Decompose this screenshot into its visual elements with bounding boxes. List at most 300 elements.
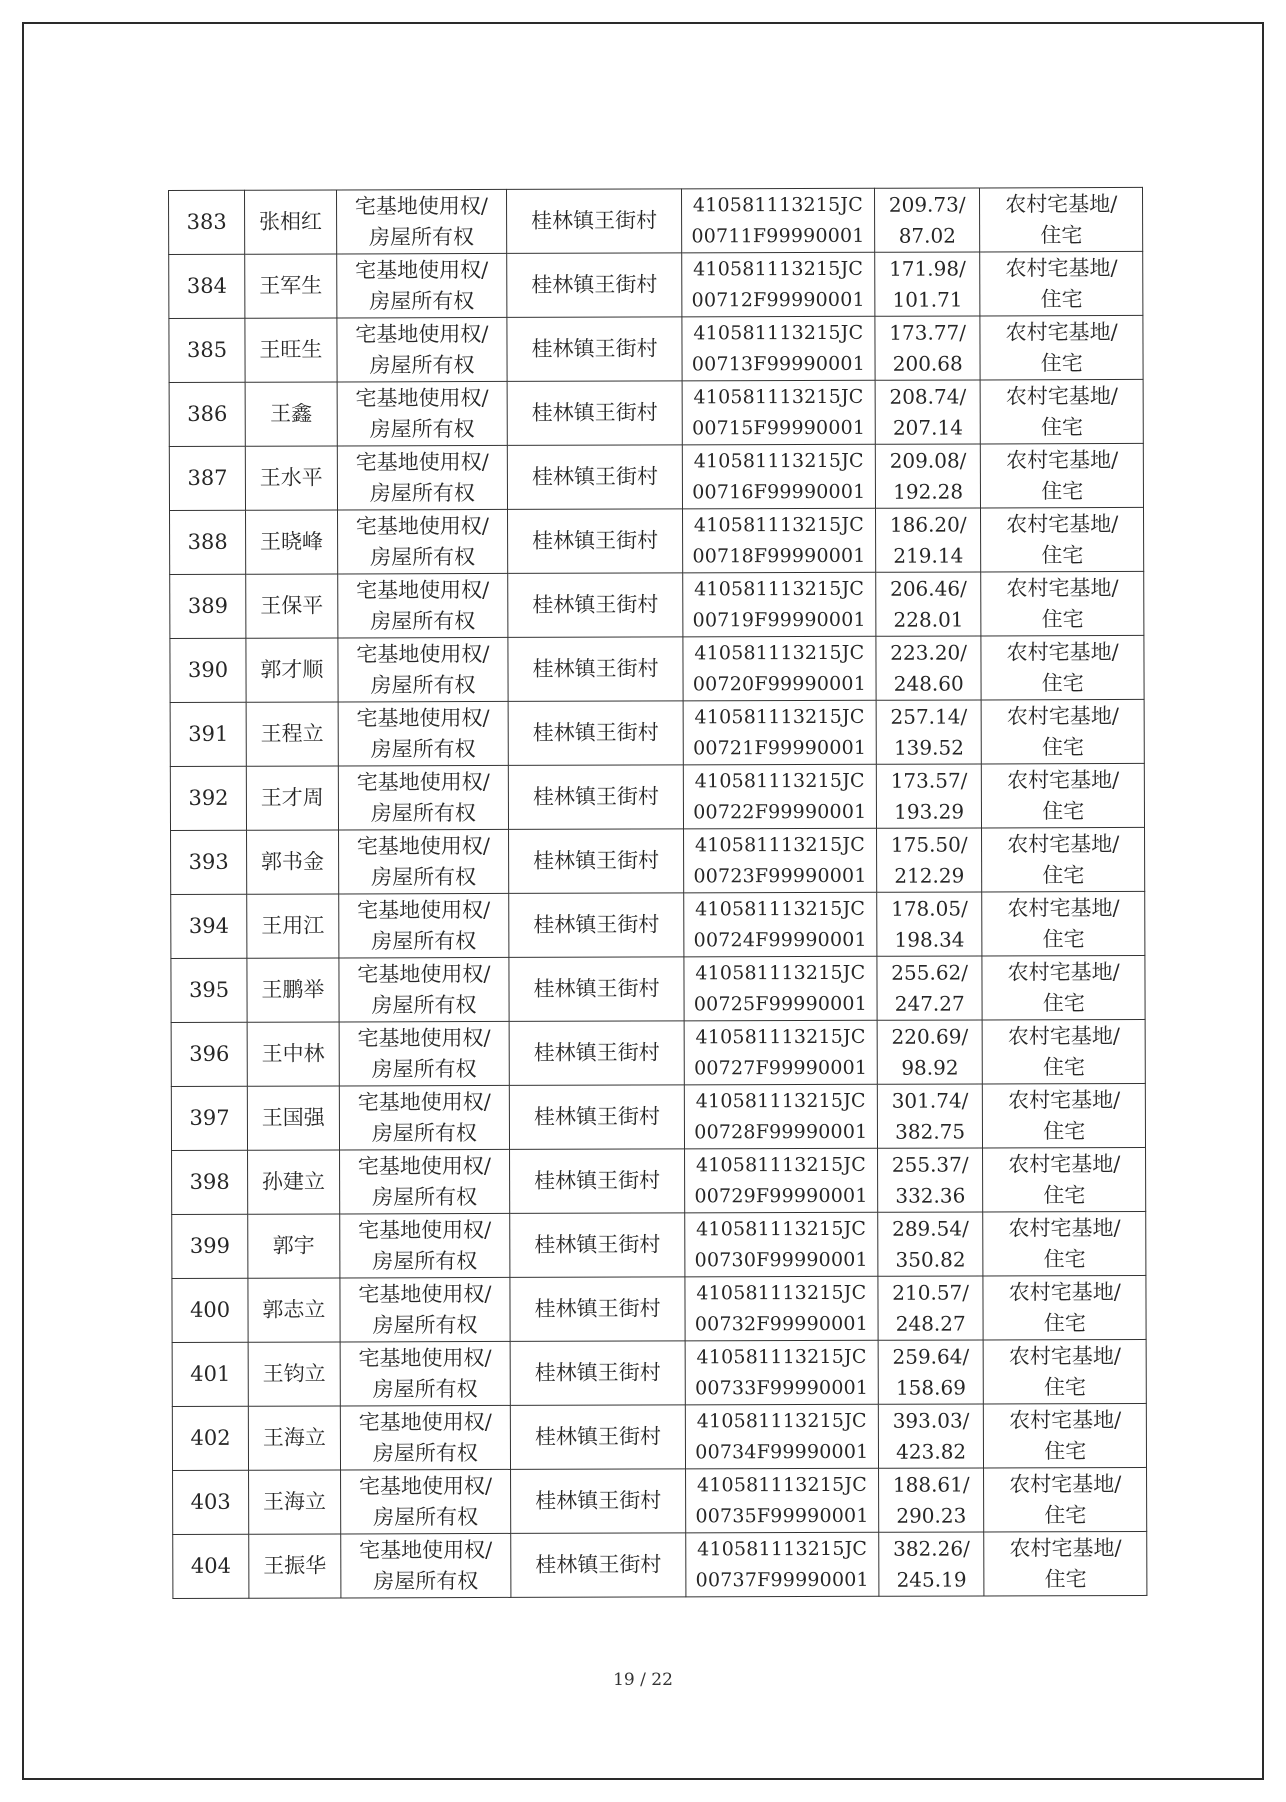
location-cell [510, 1149, 685, 1214]
usage-cell-text: 农村宅基地/ [1009, 1407, 1122, 1432]
usage-cell-text: 住宅 [1043, 1118, 1086, 1143]
row-number-cell-text: 400 [190, 1297, 231, 1322]
owner-name-cell-text: 王军生 [259, 273, 323, 298]
unit-code-cell [684, 892, 877, 957]
unit-code-cell-text: 410581113215JC [695, 961, 866, 984]
location-cell-text: 桂林镇王街村 [533, 848, 660, 873]
owner-name-cell-text: 郭书金 [260, 849, 325, 874]
location-cell-text: 桂林镇王街村 [533, 912, 660, 937]
unit-code-cell-text: 410581113215JC [697, 1537, 868, 1560]
row-number-cell-text: 383 [186, 209, 227, 234]
owner-name-cell-text: 郭志立 [262, 1297, 326, 1322]
unit-code-cell-text: 00721F99990001 [693, 736, 867, 759]
page-number: 19 / 22 [613, 1670, 673, 1690]
usage-cell [980, 251, 1143, 316]
owner-name-cell-text: 王振华 [263, 1553, 327, 1578]
usage-cell-text: 住宅 [1041, 670, 1084, 695]
usage-cell-text: 住宅 [1044, 1502, 1087, 1527]
usage-cell-text: 住宅 [1042, 1054, 1086, 1079]
area-cell-text: 245.19 [896, 1566, 967, 1592]
location-cell-text: 桂林镇王街村 [531, 400, 658, 425]
unit-code-cell [685, 1340, 878, 1405]
area-cell-text: 423.82 [896, 1438, 967, 1464]
owner-name-cell [248, 1278, 340, 1342]
row-number-cell [172, 1150, 248, 1214]
location-cell-text: 桂林镇王街村 [532, 720, 659, 745]
table-row [169, 187, 1143, 254]
usage-cell-text: 住宅 [1040, 286, 1083, 311]
area-cell-text: 257.14/ [890, 703, 968, 729]
location-cell-text: 桂林镇王街村 [533, 1040, 660, 1065]
location-cell [510, 1213, 685, 1278]
right-type-cell [339, 1085, 510, 1150]
area-cell-text: 248.60 [893, 671, 964, 696]
usage-cell-text: 住宅 [1042, 926, 1085, 951]
right-type-cell-text: 房屋所有权 [372, 1248, 478, 1273]
area-cell [878, 1276, 984, 1340]
area-cell [876, 700, 982, 764]
unit-code-cell-text: 410581113215JC [695, 1025, 866, 1048]
area-cell-text: 198.34 [894, 927, 965, 952]
usage-cell-text: 农村宅基地/ [1009, 1535, 1122, 1560]
area-cell-text: 290.23 [896, 1502, 967, 1528]
unit-code-cell [684, 956, 877, 1021]
usage-cell-text: 农村宅基地/ [1006, 447, 1119, 472]
right-type-cell-text: 宅基地使用权/ [356, 641, 490, 666]
location-cell-text: 桂林镇王街村 [532, 592, 659, 617]
table-row [171, 1083, 1145, 1150]
area-cell-text: 248.27 [895, 1310, 966, 1336]
right-type-cell-text: 房屋所有权 [371, 992, 477, 1017]
table-row [171, 1019, 1145, 1086]
right-type-cell-text: 房屋所有权 [371, 928, 477, 953]
row-number-cell [169, 382, 245, 446]
row-number-cell [170, 702, 246, 766]
area-cell-text: 158.69 [895, 1374, 966, 1400]
area-cell-text: 332.36 [895, 1183, 966, 1208]
owner-name-cell [248, 1214, 340, 1278]
owner-name-cell [246, 702, 338, 766]
row-number-cell [172, 1214, 248, 1278]
row-number-cell [170, 638, 246, 702]
row-number-cell [169, 190, 245, 254]
location-cell [508, 509, 683, 574]
usage-cell-text: 农村宅基地/ [1005, 191, 1118, 216]
location-cell [509, 957, 684, 1022]
area-cell-text: 208.74/ [889, 383, 967, 409]
right-type-cell [337, 637, 508, 702]
right-type-cell-text: 宅基地使用权/ [358, 1281, 492, 1306]
right-type-cell [340, 1469, 511, 1534]
owner-name-cell [246, 766, 338, 830]
row-number-cell-text: 394 [188, 913, 229, 938]
area-cell [878, 1340, 984, 1404]
right-type-cell [337, 381, 508, 446]
area-cell-text: 393.03/ [892, 1407, 970, 1433]
table-row [171, 827, 1145, 894]
owner-name-cell-text: 王中林 [261, 1041, 325, 1066]
row-number-cell-text: 397 [189, 1105, 230, 1130]
area-cell-text: 289.54/ [892, 1215, 969, 1241]
location-cell [510, 1085, 685, 1150]
row-number-cell [171, 958, 247, 1022]
unit-code-cell [682, 508, 875, 573]
right-type-cell-text: 宅基地使用权/ [358, 1473, 493, 1498]
usage-cell-text: 农村宅基地/ [1006, 703, 1119, 728]
usage-cell-text: 农村宅基地/ [1008, 1343, 1121, 1368]
area-cell-text: 188.61/ [892, 1471, 970, 1497]
usage-cell [984, 1403, 1147, 1468]
owner-name-cell [247, 830, 339, 894]
area-cell [876, 764, 982, 828]
unit-code-cell-text: 00723F99990001 [693, 864, 867, 887]
usage-cell-text: 住宅 [1041, 542, 1084, 567]
right-type-cell-text: 宅基地使用权/ [358, 1345, 492, 1370]
usage-cell [981, 379, 1144, 444]
usage-cell-text: 住宅 [1040, 414, 1084, 439]
right-type-cell [340, 1533, 511, 1598]
location-cell-text: 桂林镇王街村 [531, 208, 658, 233]
unit-code-cell-text: 00729F99990001 [694, 1184, 868, 1207]
right-type-cell [336, 317, 507, 382]
owner-name-cell-text: 王海立 [262, 1425, 326, 1450]
right-type-cell-text: 宅基地使用权/ [357, 1089, 491, 1114]
usage-cell-text: 住宅 [1043, 1374, 1087, 1399]
area-cell-text: 87.02 [898, 223, 956, 248]
right-type-cell-text: 宅基地使用权/ [359, 1537, 493, 1562]
area-cell [874, 188, 980, 252]
unit-code-cell [684, 1148, 877, 1213]
location-cell [511, 1469, 686, 1534]
unit-code-cell-text: 410581113215JC [695, 897, 866, 920]
location-cell [508, 701, 683, 766]
usage-cell [981, 635, 1144, 700]
table-row [172, 1275, 1146, 1342]
usage-cell [982, 699, 1145, 764]
usage-cell [983, 1275, 1146, 1340]
unit-code-cell-text: 410581113215JC [696, 1281, 867, 1304]
area-cell-text: 209.73/ [888, 191, 966, 217]
right-type-cell-text: 房屋所有权 [371, 864, 477, 889]
owner-name-cell-text: 王国强 [261, 1105, 325, 1130]
area-cell-text: 350.82 [895, 1246, 966, 1272]
owner-name-cell-text: 孙建立 [261, 1169, 326, 1194]
usage-cell [984, 1467, 1147, 1532]
usage-cell-text: 住宅 [1041, 606, 1084, 631]
location-cell-text: 桂林镇王街村 [531, 272, 658, 297]
row-number-cell [171, 1086, 247, 1150]
usage-cell-text: 农村宅基地/ [1007, 767, 1120, 792]
unit-code-cell-text: 410581113215JC [694, 705, 865, 728]
unit-code-cell-text: 00725F99990001 [693, 992, 868, 1015]
row-number-cell-text: 385 [186, 337, 228, 362]
location-cell-text: 桂林镇王街村 [534, 1360, 661, 1385]
owner-name-cell [247, 1086, 339, 1150]
area-cell-text: 228.01 [893, 607, 964, 632]
unit-code-cell [683, 764, 876, 829]
row-number-cell [169, 318, 245, 382]
right-type-cell-text: 房屋所有权 [373, 1568, 479, 1593]
area-cell [877, 956, 983, 1020]
owner-name-cell [245, 254, 337, 318]
location-cell [507, 253, 682, 318]
right-type-cell [338, 829, 509, 894]
right-type-cell-text: 宅基地使用权/ [357, 961, 491, 986]
table-row [171, 891, 1145, 958]
unit-code-cell-text: 410581113215JC [694, 833, 865, 856]
location-cell [510, 1277, 685, 1342]
area-cell-text: 200.68 [892, 351, 963, 376]
right-type-cell [339, 1213, 510, 1278]
usage-cell-text: 住宅 [1040, 350, 1083, 375]
location-cell [509, 765, 684, 830]
usage-cell [982, 763, 1145, 828]
unit-code-cell-text: 410581113215JC [694, 641, 865, 664]
unit-code-cell-text: 00727F99990001 [694, 1056, 868, 1079]
usage-cell-text: 农村宅基地/ [1006, 575, 1119, 600]
usage-cell-text: 住宅 [1042, 862, 1085, 887]
usage-cell-text: 农村宅基地/ [1008, 1279, 1121, 1304]
owner-name-cell [245, 318, 337, 382]
area-cell [875, 444, 981, 508]
right-type-cell-text: 宅基地使用权/ [356, 769, 490, 794]
right-type-cell-text: 宅基地使用权/ [355, 385, 489, 410]
unit-code-cell-text: 00718F99990001 [692, 544, 866, 567]
location-cell-text: 桂林镇王街村 [532, 528, 659, 553]
right-type-cell [340, 1405, 511, 1470]
unit-code-cell-text: 00711F99990001 [691, 224, 865, 247]
area-cell-text: 255.37/ [891, 1151, 969, 1177]
unit-code-cell [683, 636, 876, 701]
usage-cell-text: 住宅 [1042, 798, 1085, 823]
row-number-cell-text: 389 [187, 593, 228, 618]
owner-name-cell [248, 1406, 340, 1470]
area-cell [875, 380, 981, 444]
usage-cell-text: 住宅 [1043, 1182, 1086, 1207]
row-number-cell [173, 1470, 249, 1534]
usage-cell-text: 农村宅基地/ [1006, 639, 1119, 664]
unit-code-cell [682, 252, 875, 317]
area-cell-text: 210.57/ [892, 1279, 970, 1305]
unit-code-cell [685, 1212, 878, 1277]
unit-code-cell-text: 00733F99990001 [695, 1376, 869, 1399]
row-number-cell-text: 392 [188, 785, 229, 810]
unit-code-cell-text: 00734F99990001 [695, 1440, 869, 1463]
row-number-cell [170, 510, 246, 574]
table-row [171, 955, 1145, 1022]
unit-code-cell-text: 00716F99990001 [692, 480, 866, 503]
unit-code-cell-text: 00728F99990001 [694, 1120, 868, 1143]
table-row [173, 1467, 1147, 1534]
location-cell-text: 桂林镇王街村 [533, 976, 660, 1001]
area-cell-text: 98.92 [901, 1055, 959, 1080]
usage-cell [983, 1147, 1146, 1212]
table-row [170, 699, 1144, 766]
row-number-cell-text: 403 [190, 1489, 231, 1514]
area-cell-text: 382.75 [895, 1119, 966, 1144]
usage-cell [980, 187, 1143, 252]
unit-code-cell [683, 828, 876, 893]
unit-code-cell [683, 700, 876, 765]
usage-cell [981, 443, 1144, 508]
location-cell [509, 893, 684, 958]
table-row [169, 379, 1143, 446]
usage-cell [983, 1211, 1146, 1276]
right-type-cell-text: 宅基地使用权/ [357, 897, 491, 922]
owner-name-cell [246, 510, 338, 574]
location-cell [507, 381, 682, 446]
area-cell [877, 1020, 983, 1084]
usage-cell [984, 1339, 1147, 1404]
location-cell [508, 637, 683, 702]
usage-cell-text: 住宅 [1040, 222, 1083, 247]
unit-code-cell-text: 410581113215JC [694, 769, 865, 792]
location-cell [509, 1021, 684, 1086]
area-cell-text: 101.71 [892, 287, 963, 312]
usage-cell [982, 955, 1145, 1020]
right-type-cell-text: 宅基地使用权/ [356, 577, 490, 602]
row-number-cell [172, 1406, 248, 1470]
area-cell-text: 220.69/ [891, 1023, 969, 1049]
area-cell-text: 192.28 [893, 479, 964, 504]
location-cell [508, 573, 683, 638]
unit-code-cell-text: 410581113215JC [693, 385, 864, 408]
row-number-cell-text: 393 [188, 849, 229, 874]
usage-cell-text: 住宅 [1044, 1566, 1087, 1591]
row-number-cell-text: 384 [186, 273, 227, 298]
area-cell-text: 219.14 [893, 543, 964, 568]
unit-code-cell-text: 410581113215JC [693, 321, 864, 344]
usage-cell [981, 507, 1144, 572]
unit-code-cell-text: 410581113215JC [693, 513, 864, 536]
right-type-cell [337, 509, 508, 574]
right-type-cell [336, 253, 507, 318]
unit-code-cell-text: 00720F99990001 [692, 672, 867, 695]
right-type-cell-text: 房屋所有权 [370, 608, 476, 633]
unit-code-cell [681, 188, 874, 253]
row-number-cell-text: 390 [188, 657, 229, 682]
row-number-cell-text: 395 [189, 977, 230, 1002]
usage-cell-text: 农村宅基地/ [1008, 1215, 1121, 1240]
table-row [172, 1339, 1146, 1406]
area-cell-text: 259.64/ [892, 1343, 970, 1369]
area-cell-text: 212.29 [894, 863, 965, 888]
row-number-cell [173, 1534, 249, 1598]
location-cell [511, 1405, 686, 1470]
table-row [172, 1403, 1146, 1470]
right-type-cell-text: 宅基地使用权/ [357, 1025, 491, 1050]
table-row [169, 315, 1143, 382]
owner-name-cell-text: 张相红 [258, 209, 323, 234]
unit-code-cell [682, 380, 875, 445]
location-cell-text: 桂林镇王街村 [534, 1168, 661, 1193]
unit-code-cell-text: 00735F99990001 [695, 1504, 869, 1527]
location-cell [511, 1533, 686, 1598]
table-row [169, 251, 1143, 318]
property-records-table [168, 187, 1147, 1599]
area-cell-text: 193.29 [894, 799, 965, 824]
location-cell [510, 1341, 685, 1406]
unit-code-cell-text: 410581113215JC [693, 449, 864, 472]
right-type-cell-text: 房屋所有权 [370, 800, 476, 825]
row-number-cell [170, 574, 246, 638]
location-cell-text: 桂林镇王街村 [534, 1296, 661, 1321]
owner-name-cell-text: 王海立 [262, 1489, 327, 1514]
row-number-cell-text: 401 [190, 1361, 231, 1386]
row-number-cell [171, 830, 247, 894]
owner-name-cell-text: 王钧立 [262, 1361, 326, 1386]
right-type-cell-text: 宅基地使用权/ [358, 1217, 492, 1242]
usage-cell-text: 住宅 [1043, 1246, 1086, 1271]
right-type-cell [339, 1277, 510, 1342]
location-cell [507, 189, 682, 254]
usage-cell-text: 住宅 [1044, 1438, 1087, 1463]
unit-code-cell [686, 1532, 879, 1597]
right-type-cell-text: 宅基地使用权/ [356, 705, 490, 730]
owner-name-cell [245, 382, 337, 446]
row-number-cell [172, 1278, 248, 1342]
row-number-cell-text: 391 [188, 721, 229, 746]
area-cell [879, 1532, 985, 1596]
area-cell-text: 255.62/ [891, 959, 969, 985]
usage-cell-text: 住宅 [1041, 478, 1084, 503]
right-type-cell-text: 宅基地使用权/ [358, 1409, 492, 1434]
right-type-cell-text: 房屋所有权 [369, 352, 475, 377]
area-cell [878, 1212, 984, 1276]
row-number-cell [169, 446, 245, 510]
right-type-cell [336, 189, 507, 254]
right-type-cell-text: 宅基地使用权/ [357, 1153, 492, 1178]
row-number-cell [171, 1022, 247, 1086]
owner-name-cell-text: 王保平 [260, 593, 324, 618]
right-type-cell-text: 宅基地使用权/ [354, 193, 489, 218]
area-cell [877, 892, 983, 956]
unit-code-cell [682, 316, 875, 381]
unit-code-cell-text: 00737F99990001 [695, 1568, 869, 1591]
usage-cell-text: 农村宅基地/ [1005, 255, 1118, 280]
location-cell [507, 317, 682, 382]
area-cell [878, 1404, 984, 1468]
table-row [170, 635, 1144, 702]
area-cell [876, 572, 982, 636]
unit-code-cell [685, 1404, 878, 1469]
area-cell-text: 223.20/ [890, 639, 968, 665]
usage-cell [982, 827, 1145, 892]
usage-cell-text: 住宅 [1042, 990, 1085, 1015]
usage-cell-text: 农村宅基地/ [1005, 319, 1118, 344]
area-cell-text: 301.74/ [891, 1087, 969, 1113]
unit-code-cell [682, 444, 875, 509]
owner-name-cell [247, 958, 339, 1022]
right-type-cell-text: 房屋所有权 [369, 224, 475, 249]
right-type-cell [339, 1021, 510, 1086]
right-type-cell-text: 房屋所有权 [372, 1376, 478, 1401]
right-type-cell-text: 宅基地使用权/ [355, 257, 489, 282]
usage-cell-text: 农村宅基地/ [1007, 1023, 1120, 1048]
right-type-cell-text: 房屋所有权 [370, 672, 476, 697]
row-number-cell-text: 386 [187, 401, 228, 426]
unit-code-cell-text: 00732F99990001 [694, 1312, 869, 1335]
owner-name-cell [247, 894, 339, 958]
location-cell-text: 桂林镇王街村 [534, 1424, 662, 1449]
owner-name-cell [246, 574, 338, 638]
unit-code-cell [684, 1084, 877, 1149]
location-cell-text: 桂林镇王街村 [532, 784, 659, 809]
area-cell-text: 186.20/ [889, 511, 967, 537]
usage-cell-text: 农村宅基地/ [1007, 895, 1120, 920]
row-number-cell-text: 387 [187, 465, 228, 490]
usage-cell-text: 农村宅基地/ [1009, 1471, 1122, 1496]
